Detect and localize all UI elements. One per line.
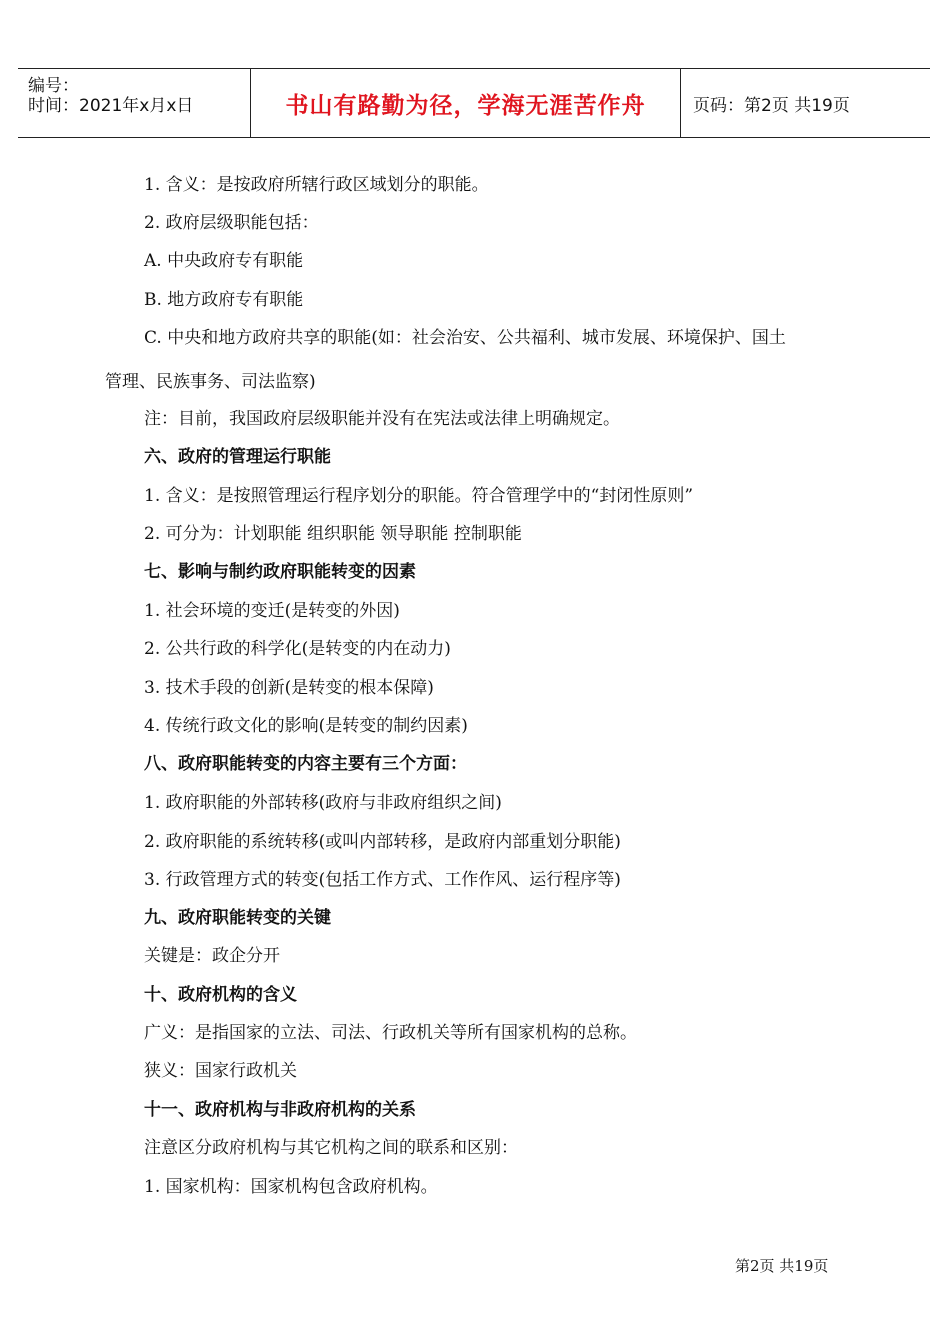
section-heading: 十一、政府机构与非政府机构的关系 (144, 1100, 416, 1120)
header-left-cell (18, 69, 251, 137)
text-line: 1. 含义：是按政府所辖行政区域划分的职能。 (144, 175, 489, 195)
text-line: 1. 社会环境的变迁(是转变的外因) (144, 601, 400, 621)
section-heading: 十、政府机构的含义 (144, 985, 297, 1005)
text-line: 注意区分政府机构与其它机构之间的联系和区别： (144, 1138, 518, 1158)
page-footer: 第2页 共19页 (735, 1257, 829, 1275)
text-line: 广义：是指国家的立法、司法、行政机关等所有国家机构的总称。 (144, 1023, 637, 1043)
text-line: 3. 技术手段的创新(是转变的根本保障) (144, 678, 434, 698)
text-line: 狭义：国家行政机关 (144, 1061, 297, 1081)
text-line: 3. 行政管理方式的转变(包括工作方式、工作作风、运行程序等) (144, 870, 621, 890)
number-label: 编号： (28, 76, 79, 96)
text-line: 2. 公共行政的科学化(是转变的内在动力) (144, 639, 451, 659)
text-line: C. 中央和地方政府共享的职能(如：社会治安、公共福利、城市发展、环境保护、国土 (144, 328, 786, 348)
text-line: 2. 政府职能的系统转移(或叫内部转移，是政府内部重划分职能) (144, 832, 621, 852)
text-line: 注：目前，我国政府层级职能并没有在宪法或法律上明确规定。 (144, 409, 620, 429)
page-header (18, 68, 930, 138)
section-heading: 六、政府的管理运行职能 (144, 447, 331, 467)
header-page-info: 页码：第2页 共19页 (693, 95, 850, 116)
text-line: B. 地方政府专有职能 (144, 290, 304, 310)
section-heading: 七、影响与制约政府职能转变的因素 (144, 562, 416, 582)
motto-text: 书山有路勤为径，学海无涯苦作舟 (285, 92, 646, 119)
text-line: 1. 国家机构：国家机构包含政府机构。 (144, 1177, 438, 1197)
text-line: 1. 含义：是按照管理运行程序划分的职能。符合管理学中的“封闭性原则” (144, 486, 694, 506)
section-heading: 八、政府职能转变的内容主要有三个方面： (144, 754, 467, 774)
header-page-cell (681, 69, 930, 137)
text-line: 2. 政府层级职能包括： (144, 213, 319, 233)
date-label: 时间：2021年x月x日 (28, 96, 194, 116)
text-line: 2. 可分为：计划职能 组织职能 领导职能 控制职能 (144, 524, 522, 544)
section-heading: 九、政府职能转变的关键 (144, 908, 331, 928)
text-line: 关键是：政企分开 (144, 946, 280, 966)
text-line: 1. 政府职能的外部转移(政府与非政府组织之间) (144, 793, 502, 813)
text-line: 管理、民族事务、司法监察) (105, 372, 316, 392)
header-motto-cell (251, 69, 681, 137)
text-line: A. 中央政府专有职能 (144, 251, 304, 271)
text-line: 4. 传统行政文化的影响(是转变的制约因素) (144, 716, 468, 736)
